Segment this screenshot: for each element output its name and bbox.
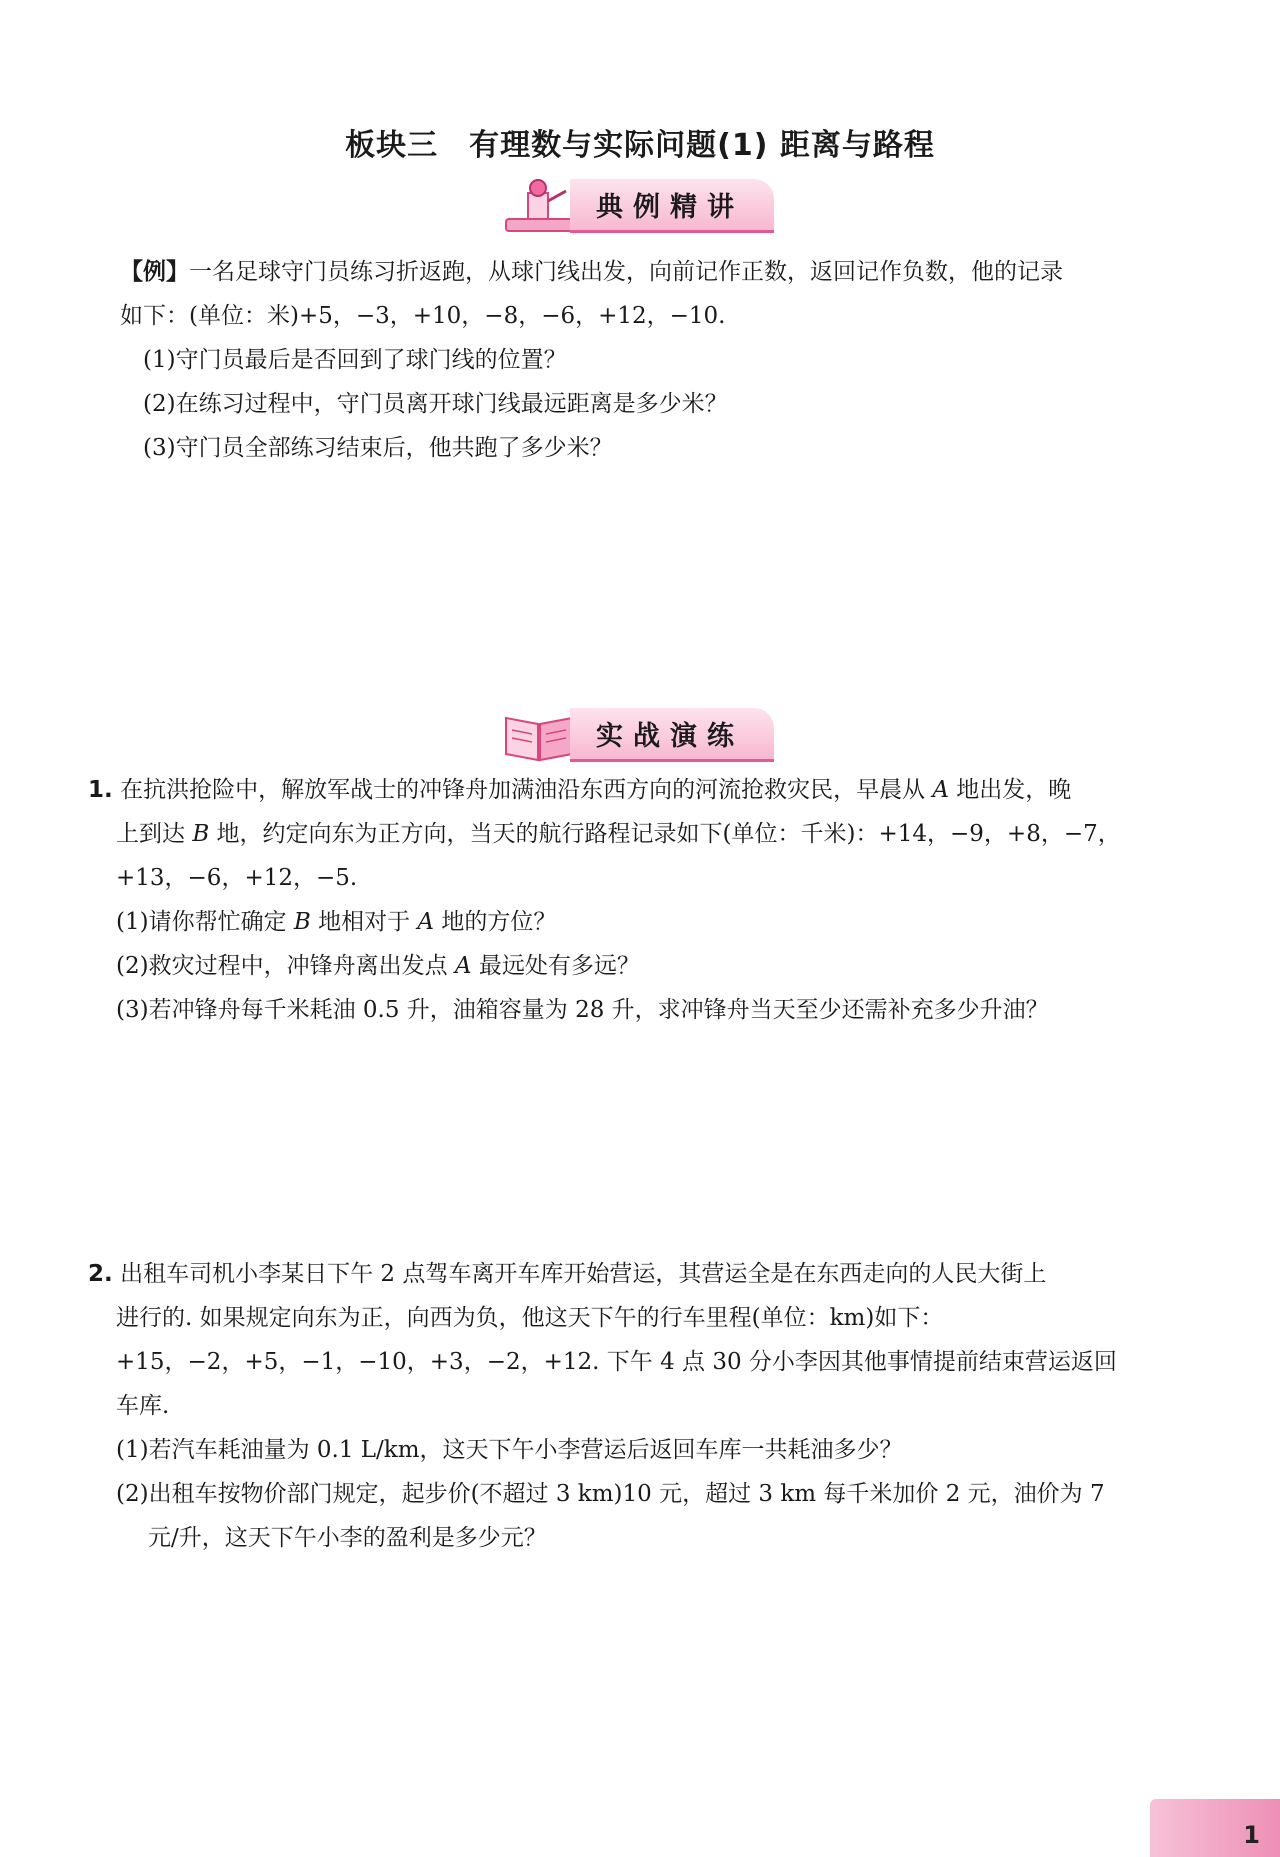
problem-2-line-4: 车库.	[116, 1393, 170, 1419]
example-tag: 【例】	[120, 259, 189, 285]
problem-2-line-2: 进行的. 如果规定向东为正，向西为负，他这天下午的行车里程(单位：km)如下：	[116, 1305, 944, 1331]
example-block	[120, 250, 1180, 470]
section-label-example: 典例精讲	[570, 179, 774, 233]
section-banner-practice	[500, 704, 774, 766]
section-banner-example	[500, 175, 774, 237]
open-book-icon	[500, 704, 578, 766]
problem-1-question-1: (1)请你帮忙确定 B 地相对于 A 地的方位？	[116, 909, 557, 935]
example-line-2: 如下：(单位：米)+5，−3，+10，−8，−6，+12，−10.	[120, 303, 726, 329]
problem-2-line-1: 2. 出租车司机小李某日下午 2 点驾车离开车库开始营运，其营运全是在东西走向的人民大街上	[88, 1261, 1047, 1287]
problem-1-number: 1.	[88, 777, 113, 803]
problem-2-question-1: (1)若汽车耗油量为 0.1 L/km，这天下午小李营运后返回车库一共耗油多少？	[116, 1437, 903, 1463]
problem-1-line-1: 1. 在抗洪抢险中，解放军战士的冲锋舟加满油沿东西方向的河流抢救灾民，早晨从 A 地出发，晚	[88, 777, 1072, 803]
page-number: 1	[1243, 1821, 1260, 1849]
lab-device-icon	[500, 175, 578, 237]
problem-2	[88, 1252, 1198, 1560]
page-title: 板块三 有理数与实际问题(1) 距离与路程	[345, 128, 935, 163]
problem-2-number: 2.	[88, 1261, 113, 1287]
problem-2-question-2-cont: 元/升，这天下午小李的盈利是多少元？	[148, 1525, 547, 1551]
problem-1	[88, 768, 1198, 1032]
problem-1-line-3: +13，−6，+12，−5.	[116, 865, 358, 891]
problem-1-question-2: (2)救灾过程中，冲锋舟离出发点 A 最远处有多远？	[116, 953, 640, 979]
page-corner-tab	[1150, 1799, 1280, 1857]
section-label-practice: 实战演练	[570, 708, 774, 762]
example-question-2: (2)在练习过程中，守门员离开球门线最远距离是多少米？	[143, 391, 728, 417]
problem-2-line-3: +15，−2，+5，−1，−10，+3，−2，+12. 下午 4 点 30 分小李因其他事情提前结束营运返回	[116, 1349, 1117, 1375]
example-line-1: 【例】一名足球守门员练习折返跑，从球门线出发，向前记作正数，返回记作负数，他的记录	[120, 259, 1063, 285]
problem-2-question-2: (2)出租车按物价部门规定，起步价(不超过 3 km)10 元，超过 3 km 每千米加价 2 元，油价为 7	[116, 1481, 1105, 1507]
problem-1-question-3: (3)若冲锋舟每千米耗油 0.5 升，油箱容量为 28 升，求冲锋舟当天至少还需补充多少升油？	[116, 997, 1049, 1023]
example-question-3: (3)守门员全部练习结束后，他共跑了多少米？	[143, 435, 613, 461]
example-question-1: (1)守门员最后是否回到了球门线的位置？	[143, 347, 567, 373]
problem-1-line-2: 上到达 B 地，约定向东为正方向，当天的航行路程记录如下(单位：千米)：+14，−9，+8，−7，	[116, 821, 1121, 847]
